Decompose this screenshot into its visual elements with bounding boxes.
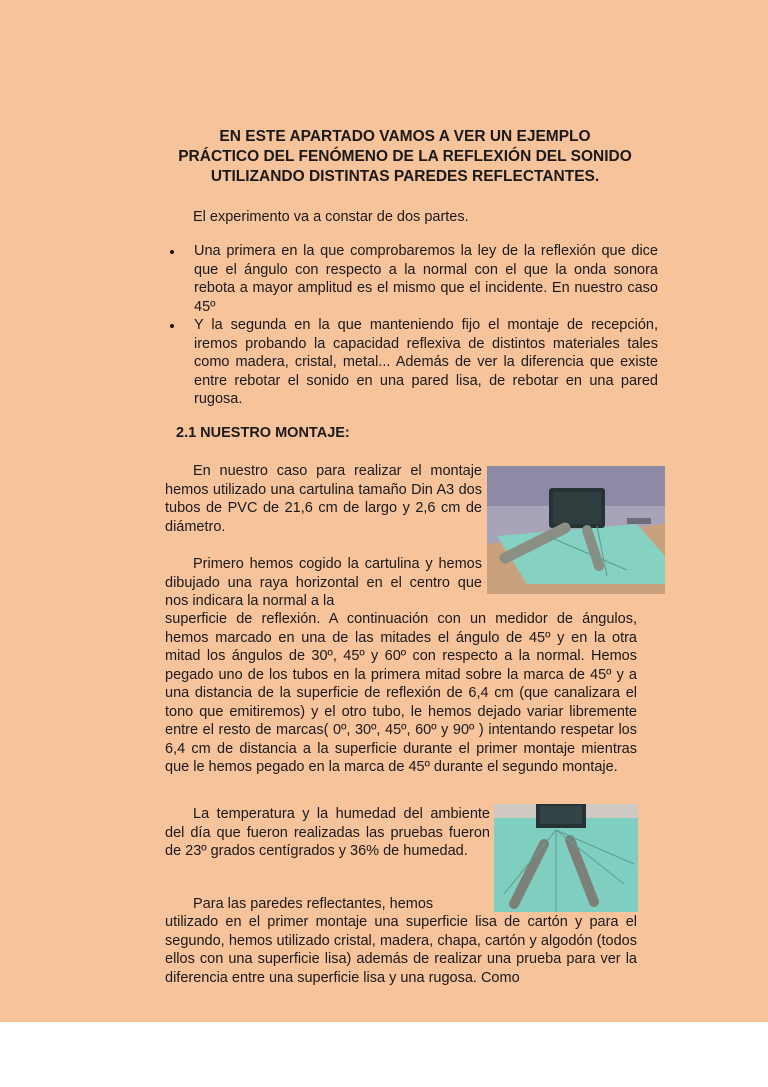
montaje-photo-1-image [487, 466, 665, 594]
montaje-photo-1 [487, 466, 665, 594]
temperatura-paragraph: La temperatura y la humedad del ambiente del día que fueron realizadas las pruebas fueron de 23º grados centígrados y 36% de humedad. [165, 806, 490, 859]
montaje-photo-2 [494, 804, 638, 912]
primero-paragraph-start: Primero hemos cogido la cartulina y hemos dibujado una raya horizontal en el centro que nos indicara la normal a la [165, 556, 482, 609]
montaje-paragraph: En nuestro caso para realizar el montaje hemos utilizado una cartulina tamaño Din A3 dos tubos de PVC de 21,6 cm de largo y 2,6 cm de diámetro. [165, 463, 482, 535]
list-item [168, 242, 658, 316]
list-item [168, 316, 658, 409]
bullet-text: Y la segunda en la que manteniendo fijo el montaje de recepción, iremos probando la capacidad reflexiva de distintos materiales tales como madera, cristal, metal... Además de ver la diferencia que existe entre rebotar el sonido en una pared lisa, de rebotar en una pared rugosa. [194, 317, 658, 407]
paredes-paragraph-continued: utilizado en el primer montaje una superficie lisa de cartón y para el segundo, hemos utilizado cristal, madera, chapa, cartón y algodón (todos ellos con una superficie lisa) además de realizar una prueba para ver la diferencia entre una superficie lisa y una rugosa. Como [165, 914, 637, 986]
primero-paragraph-continued: superficie de reflexión. A continuación con un medidor de ángulos, hemos marcado en una de las mitades el ángulo de 45º y en la otra mitad los ángulos de 30º, 45º y 60º con respecto a la normal. Hemos pegado uno de los tubos en la primera mitad sobre la marca de 45º y a una distancia de la superficie de reflexión de 6,4 cm (que canalizara el tono que emitiremos) y el otro tubo, le hemos dejado variar libremente entre el resto de marcas( 0º, 30º, 45º, 60º y 90º ) intentando respetar los 6,4 cm de distancia a la superficie durante el primer montaje mientras que le hemos pegado en la marca de 45º durante el segundo montaje. [165, 611, 637, 775]
title-line-2: PRÁCTICO DEL FENÓMENO DE LA REFLEXIÓN DEL SONIDO [178, 148, 632, 165]
montaje-photo-2-image [494, 804, 638, 912]
page-title [160, 127, 650, 187]
bullet-text: Una primera en la que comprobaremos la ley de la reflexión que dice que el ángulo con respecto a la normal con el que la onda sonora rebota a mayor amplitud es el mismo que el incidente. En nuestro caso 45º [194, 243, 658, 315]
intro-paragraph: El experimento va a constar de dos partes. [193, 209, 469, 225]
section-heading: 2.1 NUESTRO MONTAJE: [176, 425, 350, 441]
title-line-3: UTILIZANDO DISTINTAS PAREDES REFLECTANTES. [210, 168, 600, 185]
title-line-1: EN ESTE APARTADO VAMOS A VER UN EJEMPLO [219, 128, 591, 145]
paredes-paragraph-start: Para las paredes reflectantes, hemos [193, 896, 434, 912]
bullet-icon [170, 324, 174, 328]
bullet-list [168, 242, 658, 409]
bullet-icon [170, 250, 174, 254]
